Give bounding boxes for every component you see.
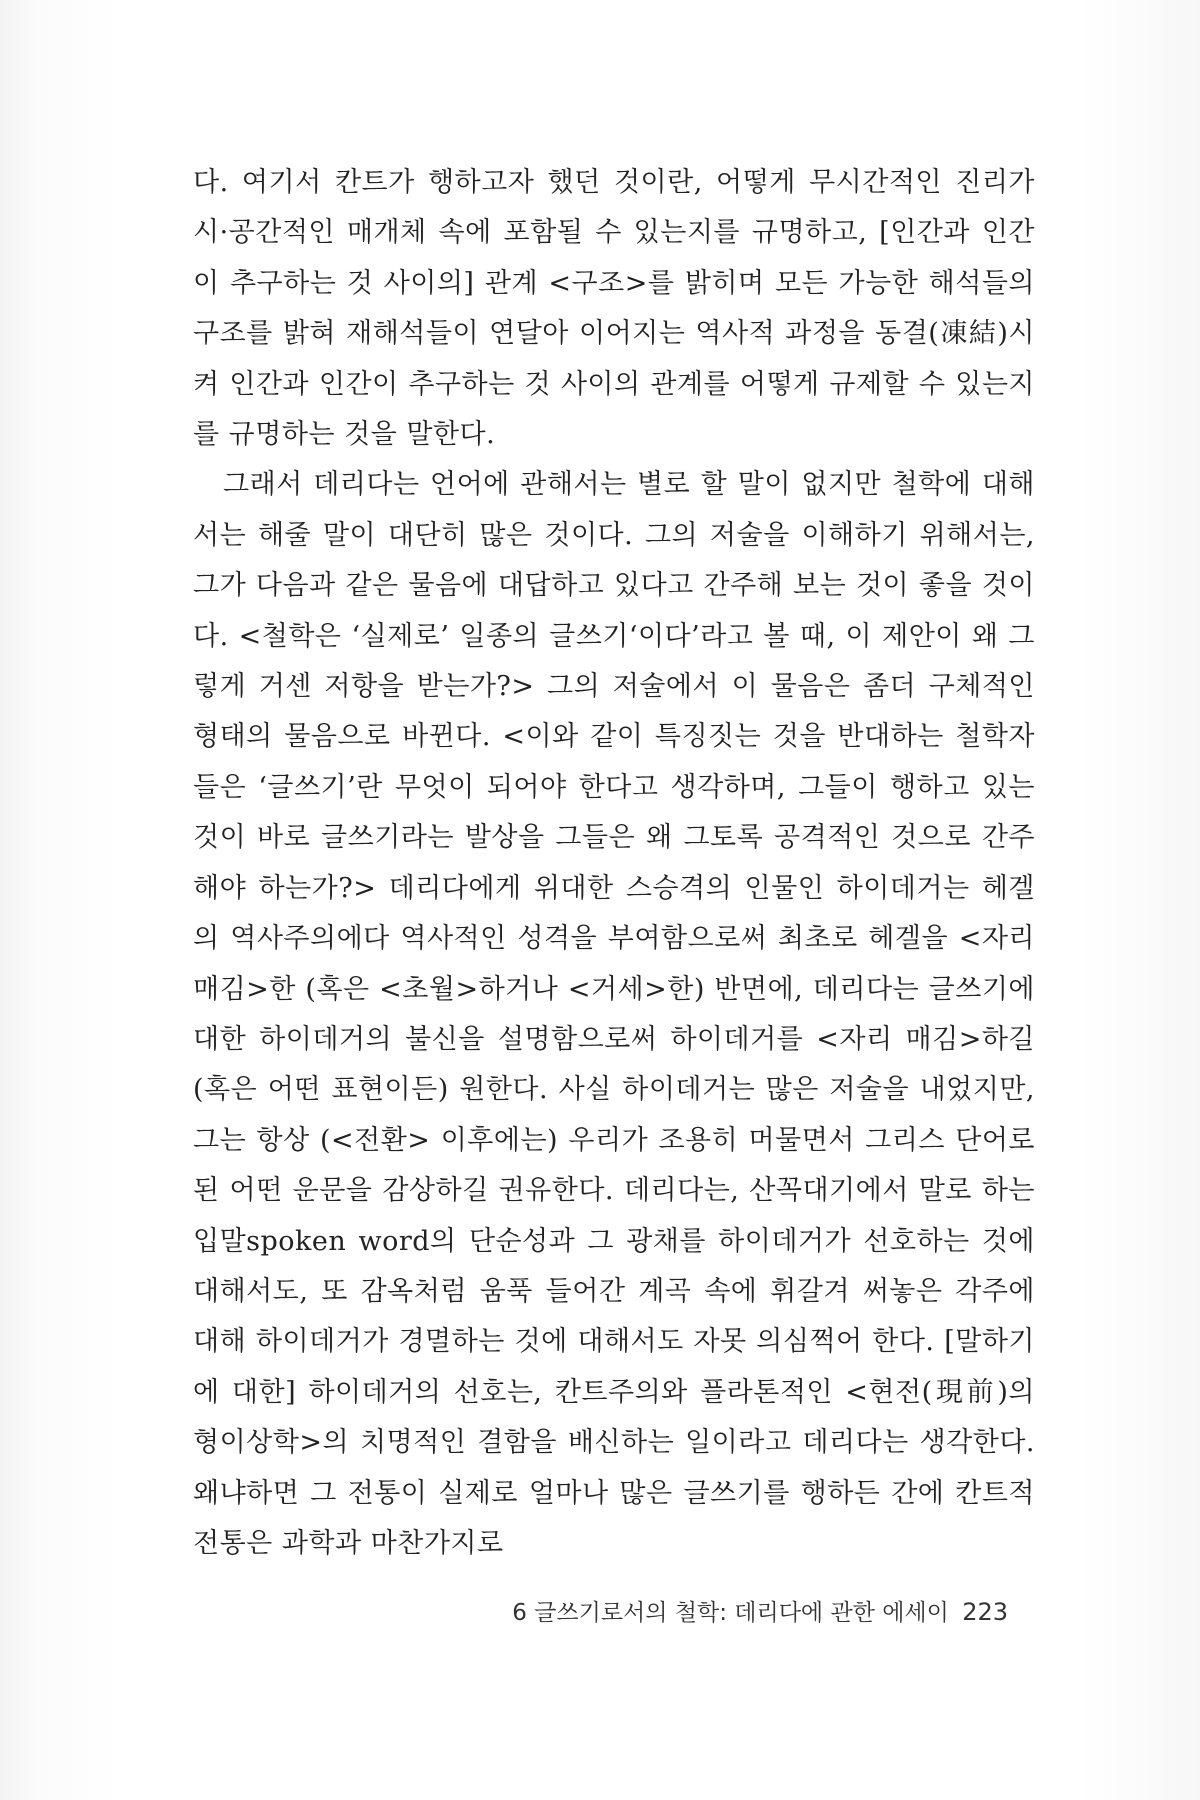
running-footer bbox=[0, 1594, 1008, 1627]
body-text bbox=[193, 158, 1035, 1569]
paragraph-continued: 다. 여기서 칸트가 행하고자 했던 것이란, 어떻게 무시간적인 진리가 시·공간적인 매개체 속에 포함될 수 있는지를 규명하고, [인간과 인간이 추구하는 것 사이의] 관계 <구조>를 밝히며 모든 가능한 해석들의 구조를 밝혀 재해석들이 연달아 이어지는 역사적 과정을 동결(凍結)시켜 인간과 인간이 추구하는 것 사이의 관계를 어떻게 규제할 수 있는지를 규명하는 것을 말한다. bbox=[193, 167, 1035, 451]
running-title: 6 글쓰기로서의 철학: 데리다에 관한 에세이 bbox=[512, 1600, 949, 1626]
page-number: 223 bbox=[962, 1598, 1008, 1626]
paragraph: 그래서 데리다는 언어에 관해서는 별로 할 말이 없지만 철학에 대해서는 해줄 말이 대단히 많은 것이다. 그의 저술을 이해하기 위해서는, 그가 다음과 같은 물음에 대답하고 있다고 간주해 보는 것이 좋을 것이다. <철학은 ‘실제로’ 일종의 글쓰기‘이다’라고 볼 때, 이 제안이 왜 그렇게 거센 저항을 받는가?> 그의 저술에서 이 물음은 좀더 구체적인 형태의 물음으로 바뀐다. <이와 같이 특징짓는 것을 반대하는 철학자들은 ‘글쓰기’란 무엇이 되어야 한다고 생각하며, 그들이 행하고 있는 것이 바로 글쓰기라는 발상을 그들은 왜 그토록 공격적인 것으로 간주해야 하는가?> 데리다에게 위대한 스승격의 인물인 하이데거는 헤겔의 역사주의에다 역사적인 성격을 부여함으로써 최초로 헤겔을 <자리 매김>한 (혹은 <초월>하거나 <거세>한) 반면에, 데리다는 글쓰기에 대한 하이데거의 불신을 설명함으로써 하이데거를 <자리 매김>하길 (혹은 어떤 표현이든) 원한다. 사실 하이데거는 많은 저술을 내었지만, 그는 항상 (<전환> 이후에는) 우리가 조용히 머물면서 그리스 단어로 된 어떤 운문을 감상하길 권유한다. 데리다는, 산꼭대기에서 말로 하는 입말spoken word의 단순성과 그 광채를 하이데거가 선호하는 것에 대해서도, 또 감옥처럼 움푹 들어간 계곡 속에 휘갈겨 써놓은 각주에 대해 하이데거가 경멸하는 것에 대해서도 자못 의심쩍어 한다. [말하기에 대한] 하이데거의 선호는, 칸트주의와 플라톤적인 <현전(現前)의 형이상학>의 치명적인 결함을 배신하는 일이라고 데리다는 생각한다. 왜냐하면 그 전통이 실제로 얼마나 많은 글쓰기를 행하든 간에 칸트적 전통은 과학과 마찬가지로 bbox=[193, 469, 1035, 1559]
